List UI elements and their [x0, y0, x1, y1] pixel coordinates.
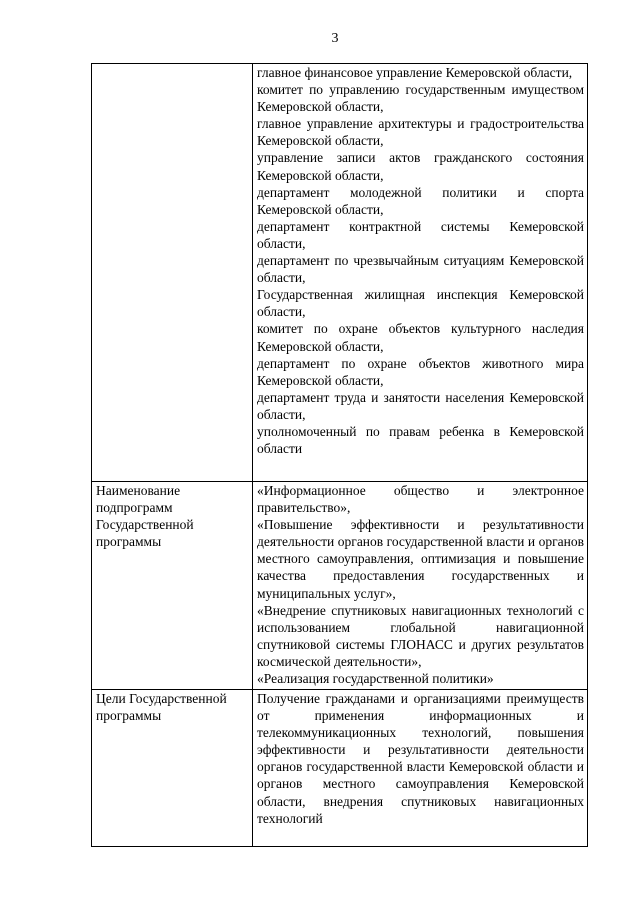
list-item: Получение гражданами и организациями преимуществ от применения информационных и телекоммуникационных технологий, повышения эффективности и результативности деятельности органов государственной власти Кемеровской области и органов местного самоуправления Кемеровской области, внедрения спутниковых навигационных технологий	[257, 691, 584, 826]
row-label: программы	[96, 534, 162, 550]
row-label-cell	[92, 690, 253, 847]
row-label: Государственной	[96, 517, 194, 533]
list-item: уполномоченный по правам ребенка в Кемеровской области	[257, 423, 584, 457]
row-label: Наименование	[96, 483, 181, 498]
program-passport-table	[91, 63, 588, 847]
list-item: управление записи актов гражданского состояния Кемеровской области,	[257, 150, 584, 183]
row-label-cell	[92, 482, 253, 690]
list-item: «Внедрение спутниковых навигационных технологий с использованием глобальной навигационной спутниковой системы ГЛОНАСС и других результатов космической деятельности»,	[257, 602, 584, 669]
list-item: «Повышение эффективности и результативности деятельности органов государственной власти и органов местного самоуправления, оптимизация и повышение качества предоставления государственных и муниципальных услуг»,	[257, 517, 584, 601]
page-number: 3	[331, 31, 339, 46]
row-content-cell	[253, 690, 588, 847]
row-label-cell	[92, 64, 253, 482]
list-item: комитет по охране объектов культурного наследия Кемеровской области,	[257, 321, 584, 354]
table-row-goals	[92, 690, 588, 847]
list-item: департамент по охране объектов животного мира Кемеровской области,	[257, 355, 584, 388]
list-item: Государственная жилищная инспекция Кемеровской области,	[257, 287, 584, 320]
list-item: департамент контрактной системы Кемеровской области,	[257, 218, 584, 251]
row-content-cell	[253, 482, 588, 690]
table-row-executors	[92, 64, 588, 482]
table-row-subprograms	[92, 482, 588, 690]
list-item: «Информационное общество и электронное правительство»,	[257, 483, 584, 516]
list-item: главное управление архитектуры и градостроительства Кемеровской области,	[257, 116, 584, 149]
row-label: Цели Государственной	[96, 691, 227, 706]
row-label: подпрограмм	[96, 500, 173, 516]
list-item: главное финансовое управление Кемеровской области,	[257, 65, 573, 80]
list-item: «Реализация государственной политики»	[257, 671, 494, 687]
row-label: программы	[96, 708, 162, 724]
list-item: комитет по управлению государственным имуществом Кемеровской области,	[257, 82, 584, 115]
list-item: департамент труда и занятости населения Кемеровской области,	[257, 389, 584, 422]
list-item: департамент молодежной политики и спорта Кемеровской области,	[257, 184, 584, 217]
list-item: департамент по чрезвычайным ситуациям Кемеровской области,	[257, 253, 584, 286]
row-content-cell	[253, 64, 588, 482]
